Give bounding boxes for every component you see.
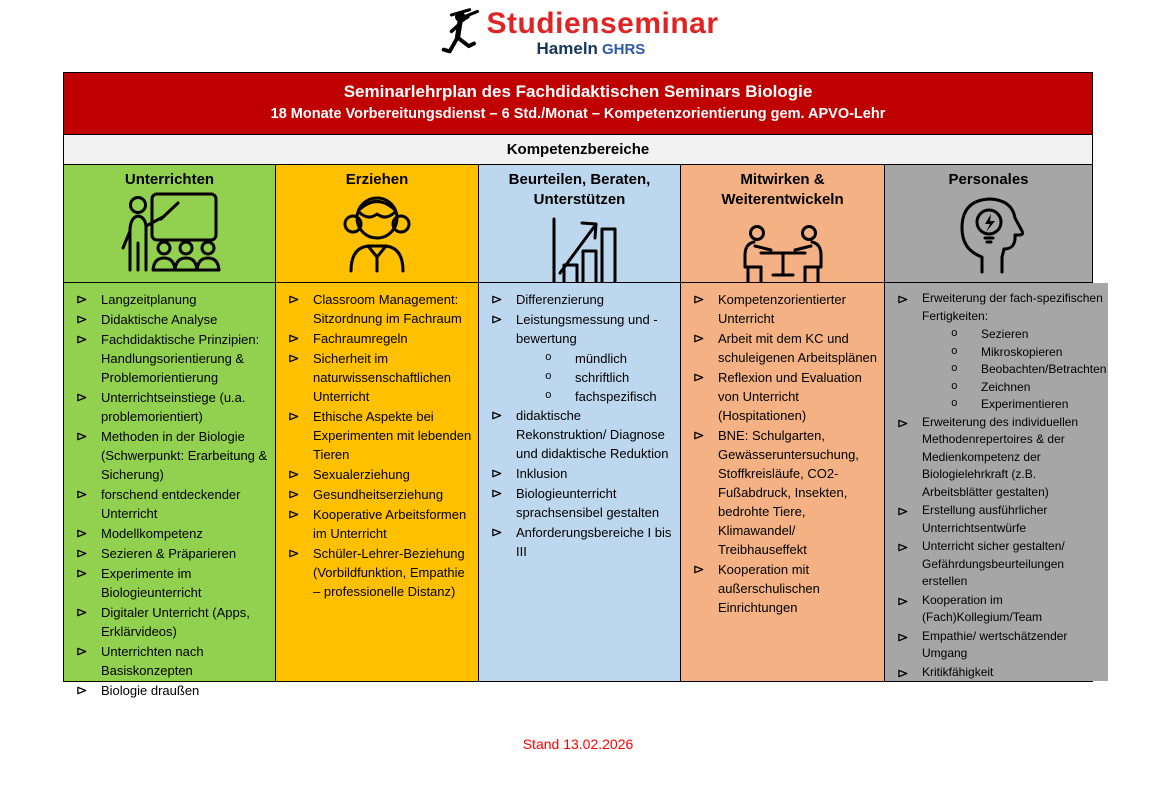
circle-bullet-icon: o: [951, 328, 958, 340]
arrow-bullet-icon: [74, 642, 101, 657]
sub-list-item: [489, 349, 676, 368]
circle-bullet-icon: o: [545, 371, 552, 383]
list-item-text: Erweiterung des individuellen Methodenrepertoires & der Medienkompetenz der Biologielehrkraft (z.B. Arbeitsblätter gestalten): [922, 414, 1079, 499]
list-item-text: Gesundheitserziehung: [313, 487, 444, 502]
sub-list-item-text: Experimentieren: [981, 397, 1069, 411]
arrow-bullet-icon: [74, 310, 101, 325]
arrow-bullet-icon: [286, 465, 313, 480]
list-item: [74, 681, 271, 700]
arrow-bullet-icon: [286, 349, 313, 364]
list-item-text: Fachdidaktische Prinzipien: Handlungsorientierung & Problemorientierung: [101, 332, 260, 385]
arrow-bullet-icon: [286, 329, 313, 344]
list-item: [74, 330, 271, 387]
list-item: [286, 329, 474, 348]
column-content-personales: [885, 283, 1108, 681]
sub-list-item: [895, 344, 1106, 362]
list-item-text: Kompetenzorientierter Unterricht: [718, 292, 846, 326]
arrow-bullet-icon: [691, 368, 718, 383]
list-item: [286, 407, 474, 464]
column-header-unterrichten: [64, 165, 276, 283]
page-subtitle: 18 Monate Vorbereitungsdienst – 6 Std./Monat – Kompetenzorientierung gem. APVO-Lehr: [270, 106, 886, 122]
list-item: [895, 290, 1106, 325]
column-header-beurteilen: [479, 165, 681, 283]
page-title: Seminarlehrplan des Fachdidaktischen Seminars Biologie: [343, 82, 813, 101]
list-item: [895, 414, 1106, 502]
list-item-text: Classroom Management: Sitzordnung im Fachraum: [313, 292, 462, 326]
arrow-bullet-icon: [286, 407, 313, 422]
list-item: [691, 290, 880, 328]
list-item: [74, 564, 271, 602]
column-title: Unterrichten: [124, 171, 215, 188]
title-banner: [64, 73, 1092, 135]
list-item: [286, 485, 474, 504]
list-item-text: Leistungsmessung und -bewertung: [516, 312, 658, 346]
arrow-bullet-icon: [74, 681, 101, 696]
arrow-bullet-icon: [691, 290, 718, 305]
sub-list-item: [489, 368, 676, 387]
head-idea-icon: [885, 190, 1092, 274]
sub-list-item-text: Zeichnen: [981, 379, 1031, 394]
list-item-text: Experimente im Biologieunterricht: [101, 566, 202, 600]
column-content-row: [64, 283, 1107, 698]
list-item: [691, 329, 880, 367]
logo-org: GHRS: [601, 40, 646, 58]
arrow-bullet-icon: [895, 502, 922, 517]
list-item-text: Unterrichtseinstiege (u.a. problemorientiert): [101, 390, 246, 424]
list-item-text: Modellkompetenz: [101, 526, 203, 541]
list-item-text: Erweiterung der fach-spezifischen Fertigkeiten:: [922, 291, 1103, 323]
column-content-erziehen: [276, 283, 479, 681]
list-item-text: Kritikfähigkeit: [922, 664, 994, 679]
list-item-text: Differenzierung: [516, 292, 604, 307]
list-item-text: Digitaler Unterricht (Apps, Erklärvideos): [101, 605, 250, 639]
circle-bullet-icon: o: [951, 398, 958, 410]
sub-list-item-text: mündlich: [575, 351, 628, 366]
section-header: Kompetenzbereiche: [64, 135, 1092, 165]
list-item-text: Didaktische Analyse: [101, 312, 218, 327]
arrow-bullet-icon: [895, 414, 922, 429]
list-item: [74, 603, 271, 641]
logo-city: Hameln: [536, 39, 598, 58]
list-item: [74, 524, 271, 543]
arrow-bullet-icon: [286, 505, 313, 520]
arrow-bullet-icon: [489, 484, 516, 499]
sub-list-item: [489, 387, 676, 406]
arrow-bullet-icon: [286, 544, 313, 559]
list-item-text: Sexualerziehung: [313, 467, 410, 482]
list-item: [895, 502, 1106, 537]
list-item-text: Kooperation mit außerschulischen Einrichtungen: [718, 562, 820, 615]
list-item-text: Arbeit mit dem KC und schuleigenen Arbeitsplänen: [718, 331, 878, 365]
list-item: [74, 485, 271, 523]
arrow-bullet-icon: [74, 544, 101, 559]
arrow-bullet-icon: [895, 664, 922, 679]
list-item-text: didaktische Rekonstruktion/ Diagnose und didaktische Reduktion: [516, 408, 669, 461]
sub-list-item: [895, 396, 1106, 414]
list-item: [691, 426, 880, 559]
list-item-text: Langzeitplanung: [101, 292, 197, 307]
list-item: [286, 349, 474, 406]
column-header-row: [64, 165, 1092, 283]
arrow-bullet-icon: [74, 524, 101, 539]
arrow-bullet-icon: [74, 388, 101, 403]
arrow-bullet-icon: [74, 427, 101, 442]
sub-list-item-text: fachspezifisch: [575, 389, 657, 404]
list-item: [691, 368, 880, 425]
studienseminar-logo: [0, 0, 1155, 60]
list-item: [895, 538, 1106, 591]
list-item: [691, 560, 880, 617]
arrow-bullet-icon: [74, 330, 101, 345]
list-item: [74, 427, 271, 484]
arrow-bullet-icon: [74, 485, 101, 500]
column-content-mitwirken: [681, 283, 885, 681]
list-item-text: Schüler-Lehrer-Beziehung (Vorbildfunktion, Empathie – professionelle Distanz): [313, 546, 465, 599]
logo-word-left: Studien: [486, 7, 600, 40]
list-item: [895, 664, 1106, 682]
arrow-bullet-icon: [74, 564, 101, 579]
list-item: [74, 290, 271, 309]
arrow-bullet-icon: [286, 290, 313, 305]
arrow-bullet-icon: [691, 426, 718, 441]
arrow-bullet-icon: [691, 560, 718, 575]
list-item-text: Unterrichten nach Basiskonzepten: [101, 644, 204, 678]
revision-date: Stand 13.02.2026: [522, 736, 634, 752]
list-item: [286, 290, 474, 328]
pied-piper-icon: [438, 8, 484, 60]
list-item-text: Empathie/ wertschätzender Umgang: [922, 628, 1068, 660]
column-header-erziehen: [276, 165, 479, 283]
growth-chart-icon: [479, 210, 680, 294]
list-item-text: Kooperative Arbeitsformen im Unterricht: [313, 507, 467, 541]
arrow-bullet-icon: [489, 310, 516, 325]
circle-bullet-icon: o: [545, 390, 552, 402]
list-item: [489, 523, 676, 561]
arrow-bullet-icon: [489, 523, 516, 538]
column-header-personales: [885, 165, 1092, 283]
list-item-text: Inklusion: [516, 466, 568, 481]
arrow-bullet-icon: [74, 603, 101, 618]
list-item: [895, 592, 1106, 627]
arrow-bullet-icon: [895, 290, 922, 305]
sub-list-item-text: schriftlich: [575, 370, 630, 385]
column-content-unterrichten: [64, 283, 276, 698]
list-item: [489, 406, 676, 463]
sub-list-item: [895, 361, 1106, 379]
column-title: Beurteilen, Beraten, Unterstützen: [508, 171, 651, 208]
sub-list-item-text: Sezieren: [981, 327, 1029, 341]
arrow-bullet-icon: [895, 592, 922, 607]
arrow-bullet-icon: [489, 406, 516, 421]
list-item-text: Anforderungsbereiche I bis III: [516, 525, 672, 559]
arrow-bullet-icon: [489, 290, 516, 305]
column-title: Mitwirken & Weiterentwickeln: [721, 171, 844, 208]
list-item-text: Kooperation im (Fach)Kollegium/Team: [922, 592, 1043, 624]
arrow-bullet-icon: [489, 464, 516, 479]
list-item-text: Reflexion und Evaluation von Unterricht (Hospitationen): [718, 370, 862, 423]
list-item-text: Erstellung ausführlicher Unterrichtsentwürfe: [922, 503, 1048, 535]
list-item: [74, 388, 271, 426]
list-item-text: forschend entdeckender Unterricht: [101, 487, 241, 521]
list-item: [489, 484, 676, 522]
arrow-bullet-icon: [895, 628, 922, 643]
list-item-text: Biologie draußen: [101, 683, 200, 698]
list-item-text: BNE: Schulgarten, Gewässeruntersuchung, Stoffkreisläufe, CO2-Fußabdruck, Insekten, bedrohte Tiere, Klimawandel/ Treibhauseffekt: [718, 428, 859, 557]
list-item-text: Biologieunterricht sprachsensibel gestalten: [516, 486, 660, 520]
teacher-blackboard-icon: [64, 190, 275, 274]
column-title: Erziehen: [345, 171, 409, 188]
column-content-beurteilen: [479, 283, 681, 681]
list-item-text: Methoden in der Biologie (Schwerpunkt: Erarbeitung & Sicherung): [101, 429, 268, 482]
list-item: [74, 310, 271, 329]
list-item-text: Ethische Aspekte bei Experimenten mit lebenden Tieren: [313, 409, 472, 462]
list-item-text: Unterricht sicher gestalten/ Gefährdungsbeurteilungen erstellen: [922, 539, 1065, 588]
circle-bullet-icon: o: [545, 352, 552, 364]
sub-list-item-text: Mikroskopieren: [981, 344, 1063, 359]
meeting-icon: [681, 210, 884, 294]
list-item: [489, 464, 676, 483]
list-item: [286, 465, 474, 484]
arrow-bullet-icon: [74, 290, 101, 305]
curriculum-table: [63, 72, 1107, 698]
sub-list-item: [895, 326, 1106, 344]
list-item: [74, 544, 271, 563]
list-item-text: Sicherheit im naturwissenschaftlichen Unterricht: [313, 351, 452, 404]
girl-icon: [276, 190, 478, 274]
list-item: [895, 628, 1106, 663]
sub-list-item: [895, 379, 1106, 397]
arrow-bullet-icon: [691, 329, 718, 344]
list-item: [489, 310, 676, 348]
sub-list-item-text: Beobachten/Betrachten: [981, 362, 1107, 376]
circle-bullet-icon: o: [951, 363, 958, 375]
list-item: [286, 505, 474, 543]
arrow-bullet-icon: [895, 538, 922, 553]
arrow-bullet-icon: [286, 485, 313, 500]
list-item: [286, 544, 474, 601]
list-item-text: Sezieren & Präparieren: [101, 546, 237, 561]
list-item: [489, 290, 676, 309]
circle-bullet-icon: o: [951, 345, 958, 358]
list-item: [74, 642, 271, 680]
column-header-mitwirken: [681, 165, 885, 283]
column-title: Personales: [948, 171, 1029, 188]
circle-bullet-icon: o: [951, 380, 958, 393]
list-item-text: Fachraumregeln: [313, 331, 408, 346]
logo-word-right: seminar: [599, 7, 719, 40]
